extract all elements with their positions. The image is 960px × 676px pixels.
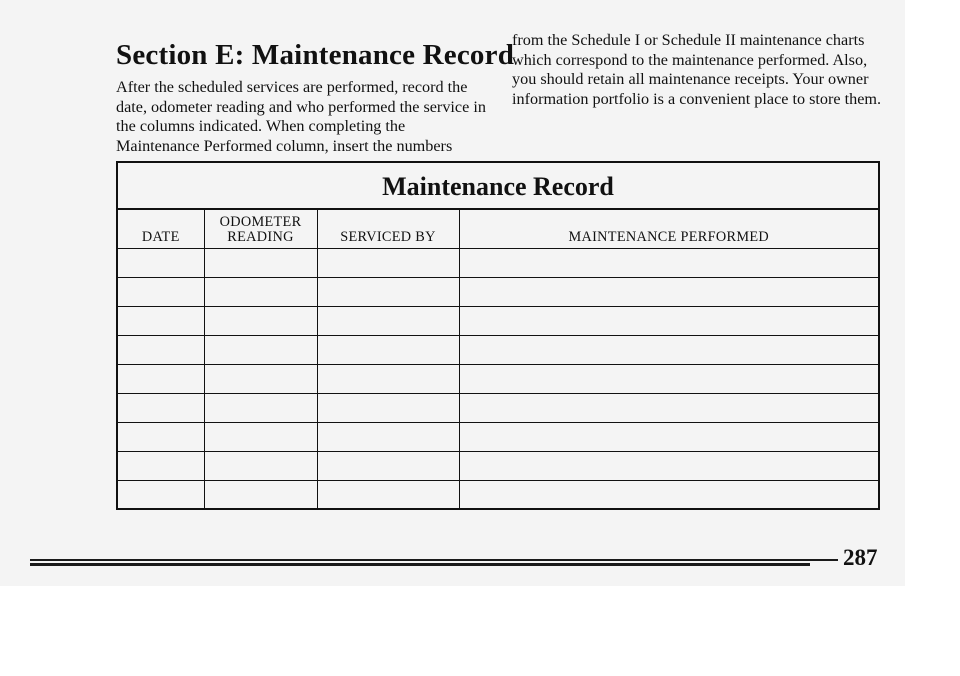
column-header-date-label: DATE: [141, 229, 180, 245]
table-row: [118, 394, 878, 423]
serviced-by-cell: [317, 336, 459, 365]
maintenance-cell: [459, 249, 878, 278]
column-header-maintenance-performed: [459, 209, 878, 249]
record-title: Maintenance Record: [118, 163, 878, 210]
serviced-by-cell: [317, 249, 459, 278]
odometer-cell: [204, 336, 317, 365]
serviced-by-cell: [317, 307, 459, 336]
odometer-cell: [204, 452, 317, 481]
odometer-cell: [204, 481, 317, 510]
table-row: [118, 423, 878, 452]
table-row: [118, 249, 878, 278]
page-number: 287: [843, 545, 878, 570]
column-header-serviced-by-label: SERVICED BY: [340, 229, 436, 245]
maintenance-record-table: [118, 208, 878, 509]
table-row: [118, 452, 878, 481]
serviced-by-cell: [317, 423, 459, 452]
maintenance-cell: [459, 307, 878, 336]
footer-rule-line-bottom: [30, 563, 810, 566]
maintenance-cell: [459, 336, 878, 365]
maintenance-cell: [459, 423, 878, 452]
column-header-date: [118, 209, 204, 249]
intro-paragraph-right: from the Schedule I or Schedule II maintenance charts which correspond to the maintenance performed. Also, you should retain all maintenance receipts. Your owner information portfolio is a convenient place to store them.: [512, 31, 882, 108]
date-cell: [118, 394, 204, 423]
maintenance-cell: [459, 394, 878, 423]
footer-rule: [30, 559, 838, 569]
column-header-odometer-reading: [204, 209, 317, 249]
date-cell: [118, 452, 204, 481]
section-title: Section E: Maintenance Record: [116, 39, 515, 71]
date-cell: [118, 365, 204, 394]
column-header-odometer-line2: READING: [227, 229, 294, 245]
serviced-by-cell: [317, 481, 459, 510]
table-row: [118, 278, 878, 307]
column-header-odometer-line1: ODOMETER: [219, 214, 302, 230]
footer-rule-line-top: [30, 559, 838, 561]
serviced-by-cell: [317, 394, 459, 423]
date-cell: [118, 336, 204, 365]
date-cell: [118, 307, 204, 336]
odometer-cell: [204, 278, 317, 307]
odometer-cell: [204, 394, 317, 423]
intro-paragraph-left: After the scheduled services are performed, record the date, odometer reading and who performed the service in the columns indicated. When completing the Maintenance Performed column, insert the numbers: [116, 78, 486, 155]
maintenance-cell: [459, 278, 878, 307]
date-cell: [118, 278, 204, 307]
table-row: [118, 365, 878, 394]
odometer-cell: [204, 249, 317, 278]
date-cell: [118, 481, 204, 510]
column-header-serviced-by: [317, 209, 459, 249]
table-header-row: [118, 209, 878, 249]
maintenance-cell: [459, 481, 878, 510]
maintenance-record-form: [116, 161, 880, 510]
date-cell: [118, 249, 204, 278]
column-header-maintenance-label: MAINTENANCE PERFORMED: [568, 229, 769, 245]
table-row: [118, 481, 878, 510]
maintenance-cell: [459, 365, 878, 394]
serviced-by-cell: [317, 365, 459, 394]
date-cell: [118, 423, 204, 452]
serviced-by-cell: [317, 452, 459, 481]
odometer-cell: [204, 423, 317, 452]
odometer-cell: [204, 307, 317, 336]
odometer-cell: [204, 365, 317, 394]
maintenance-cell: [459, 452, 878, 481]
table-row: [118, 307, 878, 336]
serviced-by-cell: [317, 278, 459, 307]
table-row: [118, 336, 878, 365]
